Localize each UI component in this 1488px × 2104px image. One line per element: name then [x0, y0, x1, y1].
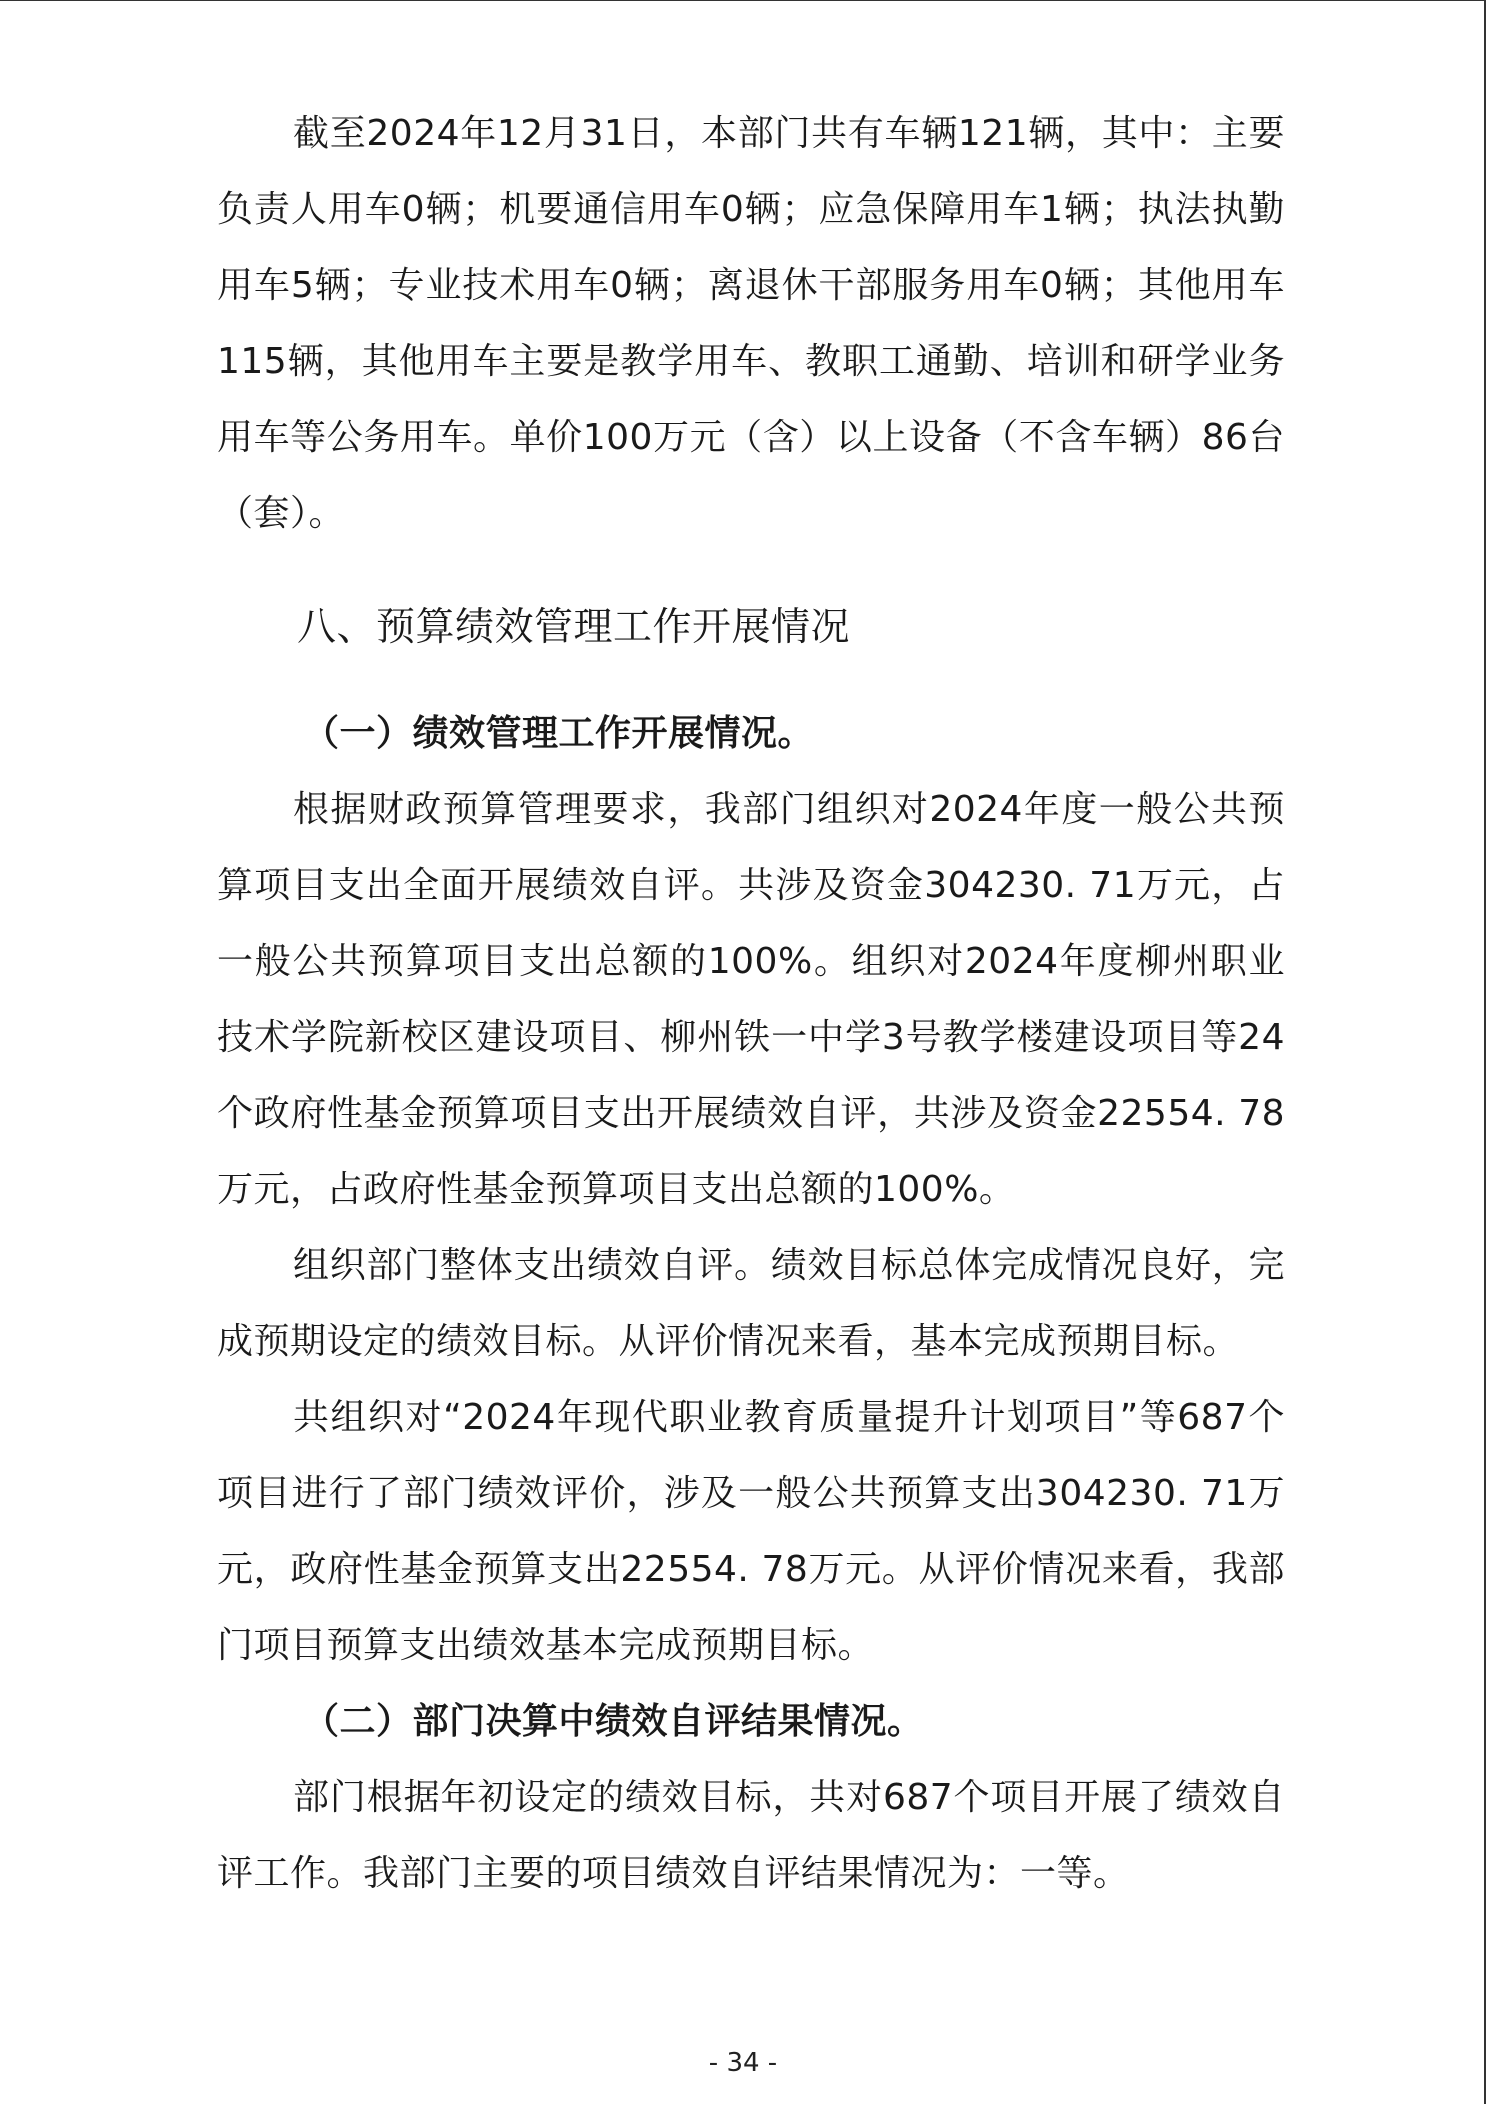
performance-self-evaluation-paragraph: 根据财政预算管理要求，我部门组织对2024年度一般公共预算项目支出全面开展绩效自评。共涉及资金304230. 71万元，占一般公共预算项目支出总额的100%。组织对2024年度柳州职业技术学院新校区建设项目、柳州铁一中学3号教学楼建设项目等24个政府性基金预算项目支出开展绩效自评，共涉及资金22554. 78万元，占政府性基金预算项目支出总额的100%。	[217, 789, 1285, 1210]
subsection-heading-self-evaluation-results: （二）部门决算中绩效自评结果情况。	[303, 1701, 924, 1742]
overall-expenditure-evaluation-paragraph: 组织部门整体支出绩效自评。绩效目标总体完成情况良好，完成预期设定的绩效目标。从评价情况来看，基本完成预期目标。	[217, 1245, 1285, 1362]
project-evaluation-paragraph: 共组织对“2024年现代职业教育质量提升计划项目”等687个项目进行了部门绩效评价，涉及一般公共预算支出304230. 71万元，政府性基金预算支出22554. 78万元。从评价情况来看，我部门项目预算支出绩效基本完成预期目标。	[217, 1397, 1285, 1666]
section-heading-performance-management: 八、预算绩效管理工作开展情况	[297, 605, 851, 650]
page-number: - 34 -	[708, 2048, 778, 2078]
document-body	[217, 96, 1285, 1912]
vehicle-assets-paragraph: 截至2024年12月31日，本部门共有车辆121辆，其中：主要负责人用车0辆；机要通信用车0辆；应急保障用车1辆；执法执勤用车5辆；专业技术用车0辆；离退休干部服务用车0辆；其他用车115辆，其他用车主要是教学用车、教职工通勤、培训和研学业务用车等公务用车。单价100万元（含）以上设备（不含车辆）86台（套）。	[217, 113, 1285, 534]
self-evaluation-results-paragraph: 部门根据年初设定的绩效目标，共对687个项目开展了绩效自评工作。我部门主要的项目绩效自评结果情况为：一等。	[217, 1777, 1285, 1894]
subsection-heading-performance-work: （一）绩效管理工作开展情况。	[303, 713, 815, 754]
